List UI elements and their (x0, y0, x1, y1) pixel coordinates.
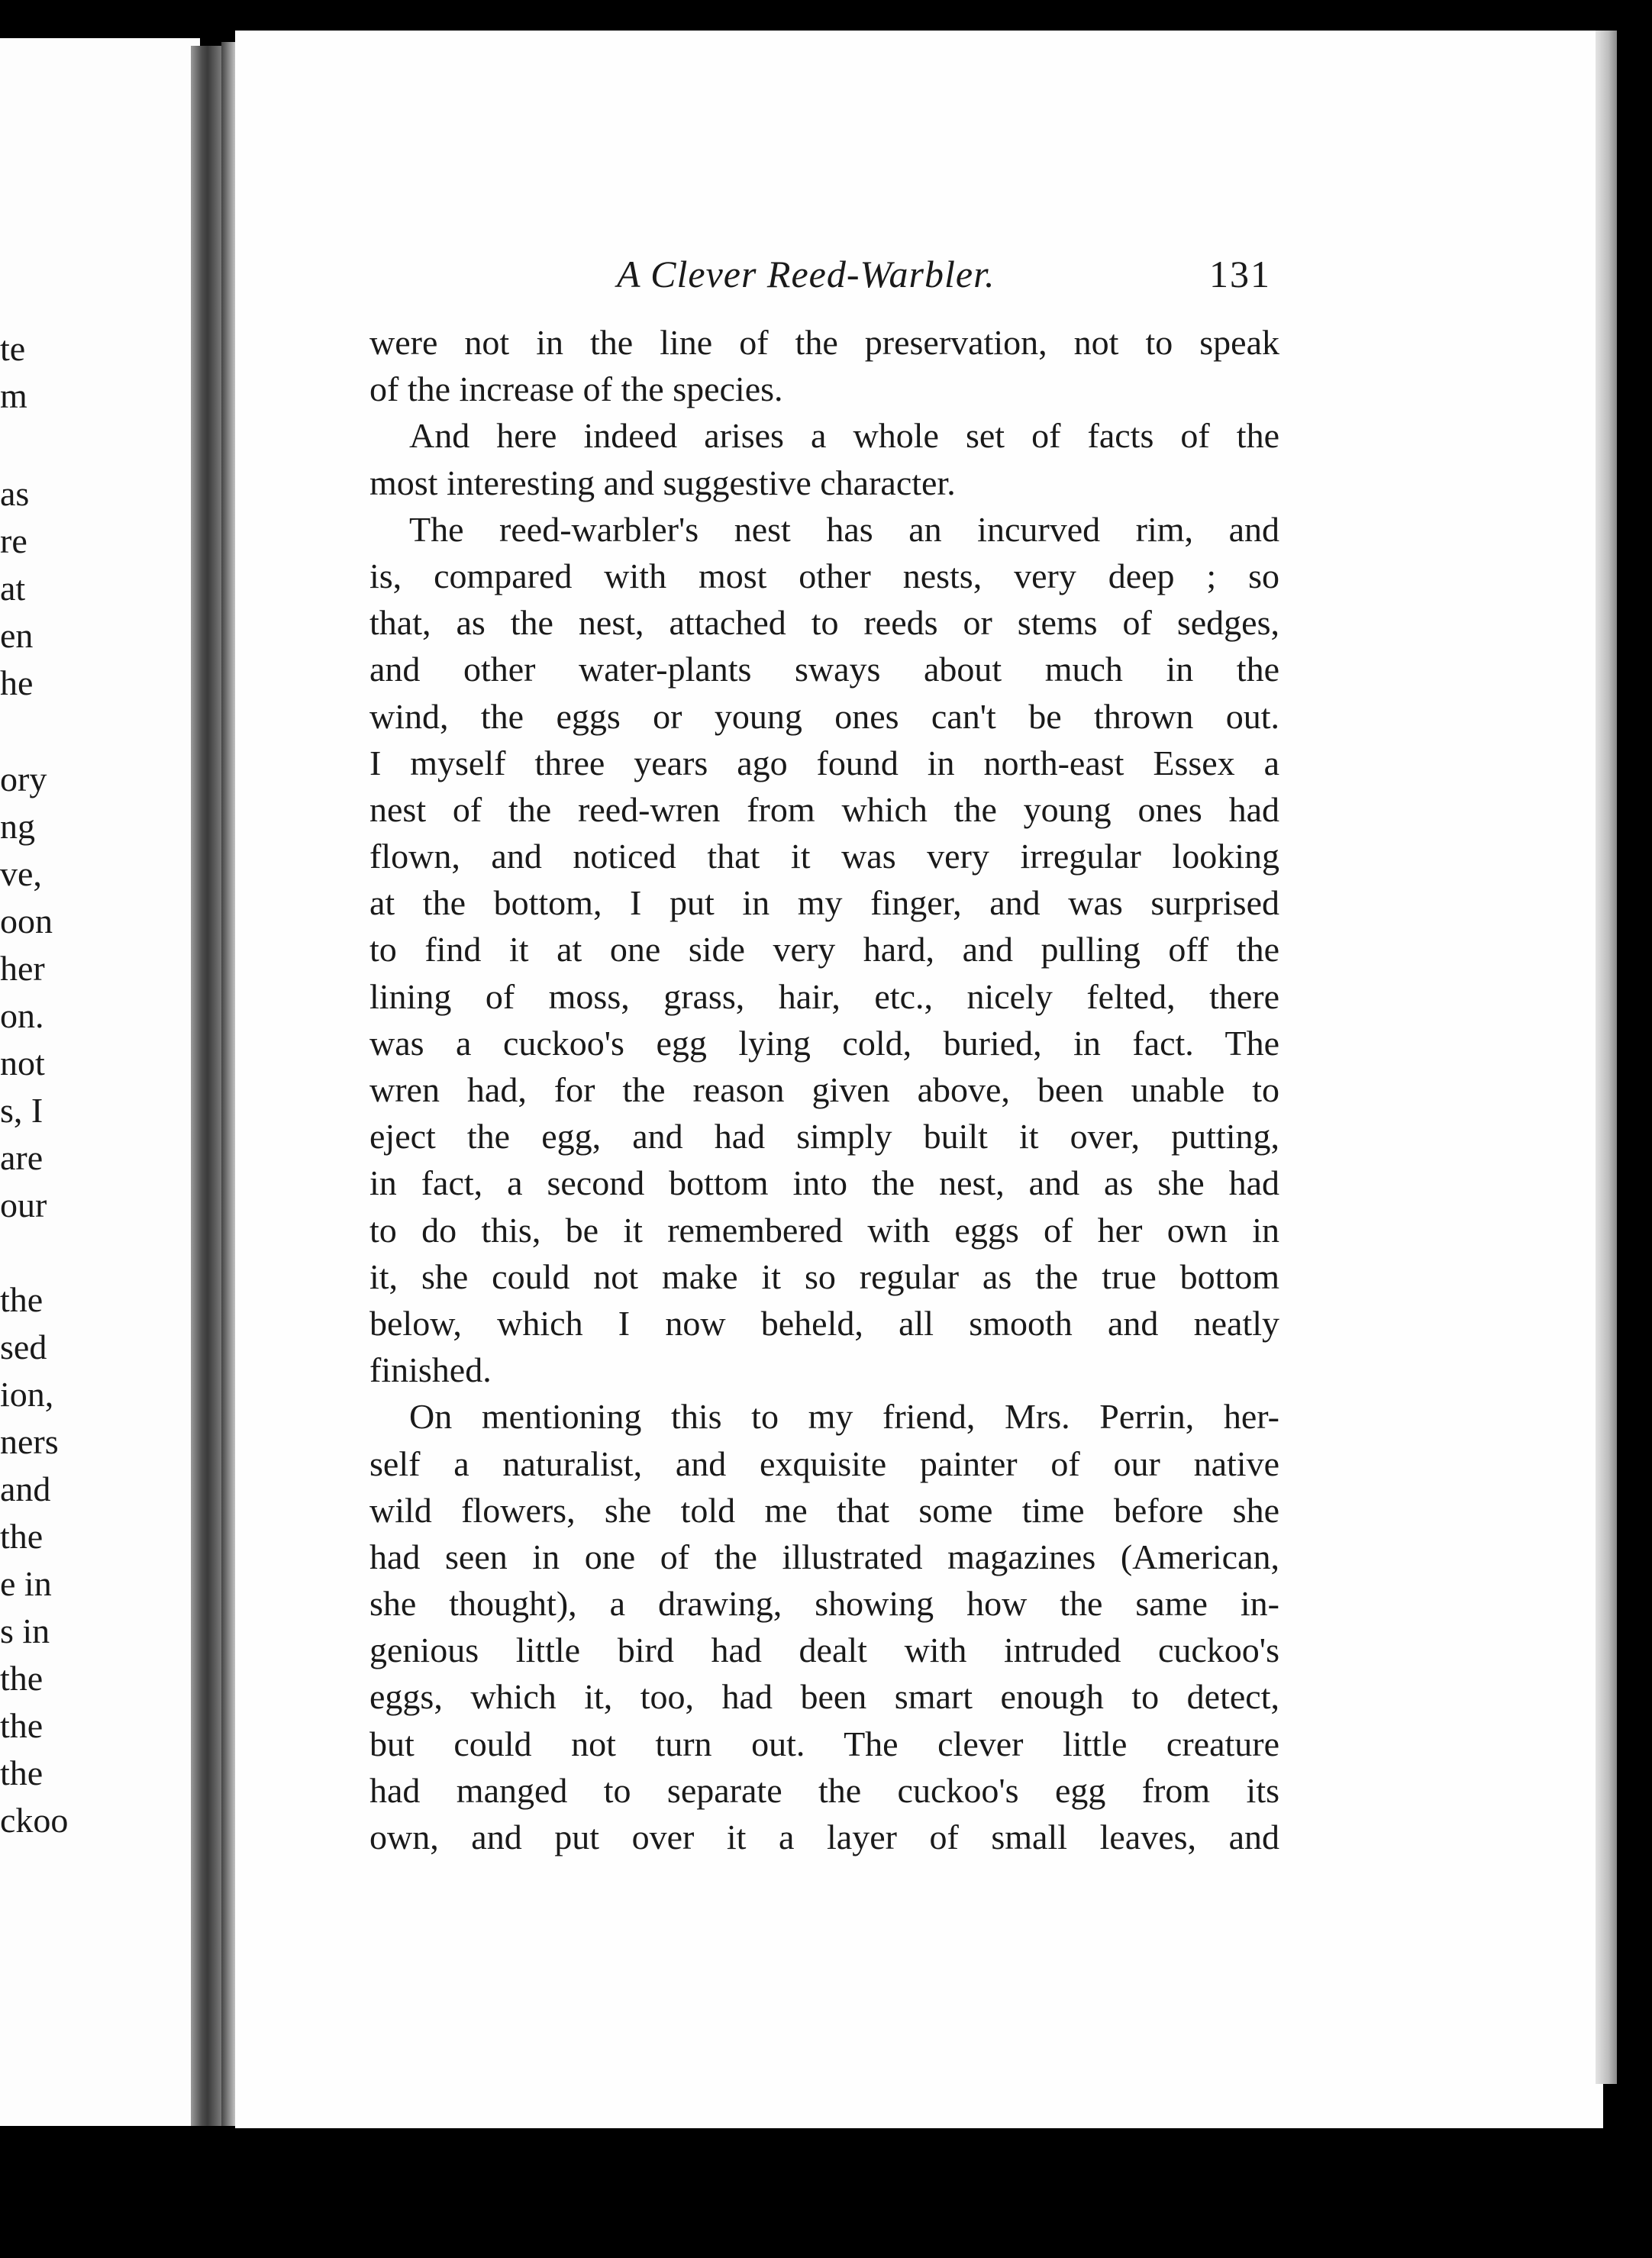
gutter-shadow (221, 42, 237, 2126)
book-spine (191, 46, 221, 2126)
text-line: but could not turn out. The clever little creature (369, 1724, 1279, 1763)
left-fragment: te (0, 329, 26, 368)
text-line: The reed-warbler's nest has an incurved rim, and (409, 509, 1279, 549)
left-fragment: not (0, 1044, 45, 1082)
text-line: And here indeed arises a whole set of facts of the (409, 416, 1279, 456)
text-line: she thought), a drawing, showing how the same in- (369, 1584, 1279, 1624)
left-fragment: he (0, 663, 34, 702)
left-fragment: ng (0, 807, 35, 846)
text-line: eggs, which it, too, had been smart enough to detect, (369, 1677, 1279, 1717)
text-line: eject the egg, and had simply built it over, putting, (369, 1117, 1279, 1156)
text-line: finished. (369, 1350, 492, 1390)
text-line: is, compared with most other nests, very deep ; so (369, 556, 1279, 595)
left-fragment: the (0, 1280, 44, 1319)
left-fragment: s, I (0, 1091, 44, 1130)
left-fragment: the (0, 1517, 44, 1556)
page-number: 131 (1209, 253, 1271, 295)
left-fragment: m (0, 376, 27, 415)
text-line: had seen in one of the illustrated magazines (American, (369, 1537, 1279, 1576)
left-fragment: and (0, 1469, 51, 1508)
left-fragment: oon (0, 902, 53, 940)
left-fragment: ners (0, 1422, 59, 1461)
text-line: below, which I now beheld, all smooth and neatly (369, 1303, 1279, 1343)
left-fragment: sed (0, 1327, 47, 1366)
text-line: to do this, be it remembered with eggs of her own in (369, 1210, 1279, 1250)
left-fragment: the (0, 1753, 44, 1792)
left-fragment: en (0, 616, 34, 655)
left-fragment: the (0, 1706, 44, 1745)
text-line: own, and put over it a layer of small leaves, and (369, 1818, 1279, 1856)
left-fragment: re (0, 521, 27, 560)
text-line: self a naturalist, and exquisite painter of our native (369, 1444, 1279, 1483)
text-line: was a cuckoo's egg lying cold, buried, in fact. The (369, 1023, 1279, 1063)
text-line: most interesting and suggestive character. (369, 463, 956, 502)
text-line: to find it at one side very hard, and pulling off the (369, 930, 1279, 969)
left-fragment: ve, (0, 854, 42, 893)
text-line: had manged to separate the cuckoo's egg from its (369, 1770, 1279, 1810)
text-line: in fact, a second bottom into the nest, and as she had (369, 1163, 1279, 1203)
text-line: that, as the nest, attached to reeds or stems of sedges, (369, 603, 1279, 643)
text-line: lining of moss, grass, hair, etc., nicely felted, there (369, 976, 1279, 1016)
text-line: On mentioning this to my friend, Mrs. Perrin, her- (409, 1397, 1279, 1437)
left-fragment: our (0, 1185, 47, 1224)
text-line: I myself three years ago found in north-east Essex a (369, 743, 1279, 782)
text-line: genious little bird had dealt with intruded cuckoo's (369, 1631, 1279, 1670)
text-line: were not in the line of the preservation, not to speak (369, 323, 1279, 362)
text-line: and other water-plants sways about much in the (369, 650, 1279, 689)
text-line: wild flowers, she told me that some time before she (369, 1490, 1279, 1530)
left-fragment: on. (0, 996, 44, 1035)
left-fragment: ckoo (0, 1801, 69, 1840)
text-line: at the bottom, I put in my finger, and was surprised (369, 883, 1279, 923)
left-fragment: ion, (0, 1375, 54, 1414)
left-fragment: e in (0, 1564, 52, 1603)
text-line: it, she could not make it so regular as the true bottom (369, 1256, 1279, 1296)
text-line: of the increase of the species. (369, 369, 783, 409)
left-fragment: ory (0, 760, 47, 798)
left-fragment: the (0, 1659, 44, 1698)
page-stack-edge (1596, 31, 1617, 2084)
left-fragment: her (0, 949, 45, 988)
left-fragment: are (0, 1138, 44, 1177)
text-line: flown, and noticed that it was very irregular looking (369, 837, 1279, 876)
left-fragment: at (0, 569, 26, 608)
body-text (369, 319, 1279, 1860)
text-line: nest of the reed-wren from which the young ones had (369, 789, 1279, 829)
text-line: wren had, for the reason given above, been unable to (369, 1070, 1279, 1109)
left-fragment: s in (0, 1611, 50, 1650)
text-line: wind, the eggs or young ones can't be thrown out. (369, 696, 1279, 736)
running-head: A Clever Reed-Warbler. (617, 253, 995, 295)
previous-page-edge (0, 38, 200, 2126)
left-fragment: as (0, 474, 30, 513)
